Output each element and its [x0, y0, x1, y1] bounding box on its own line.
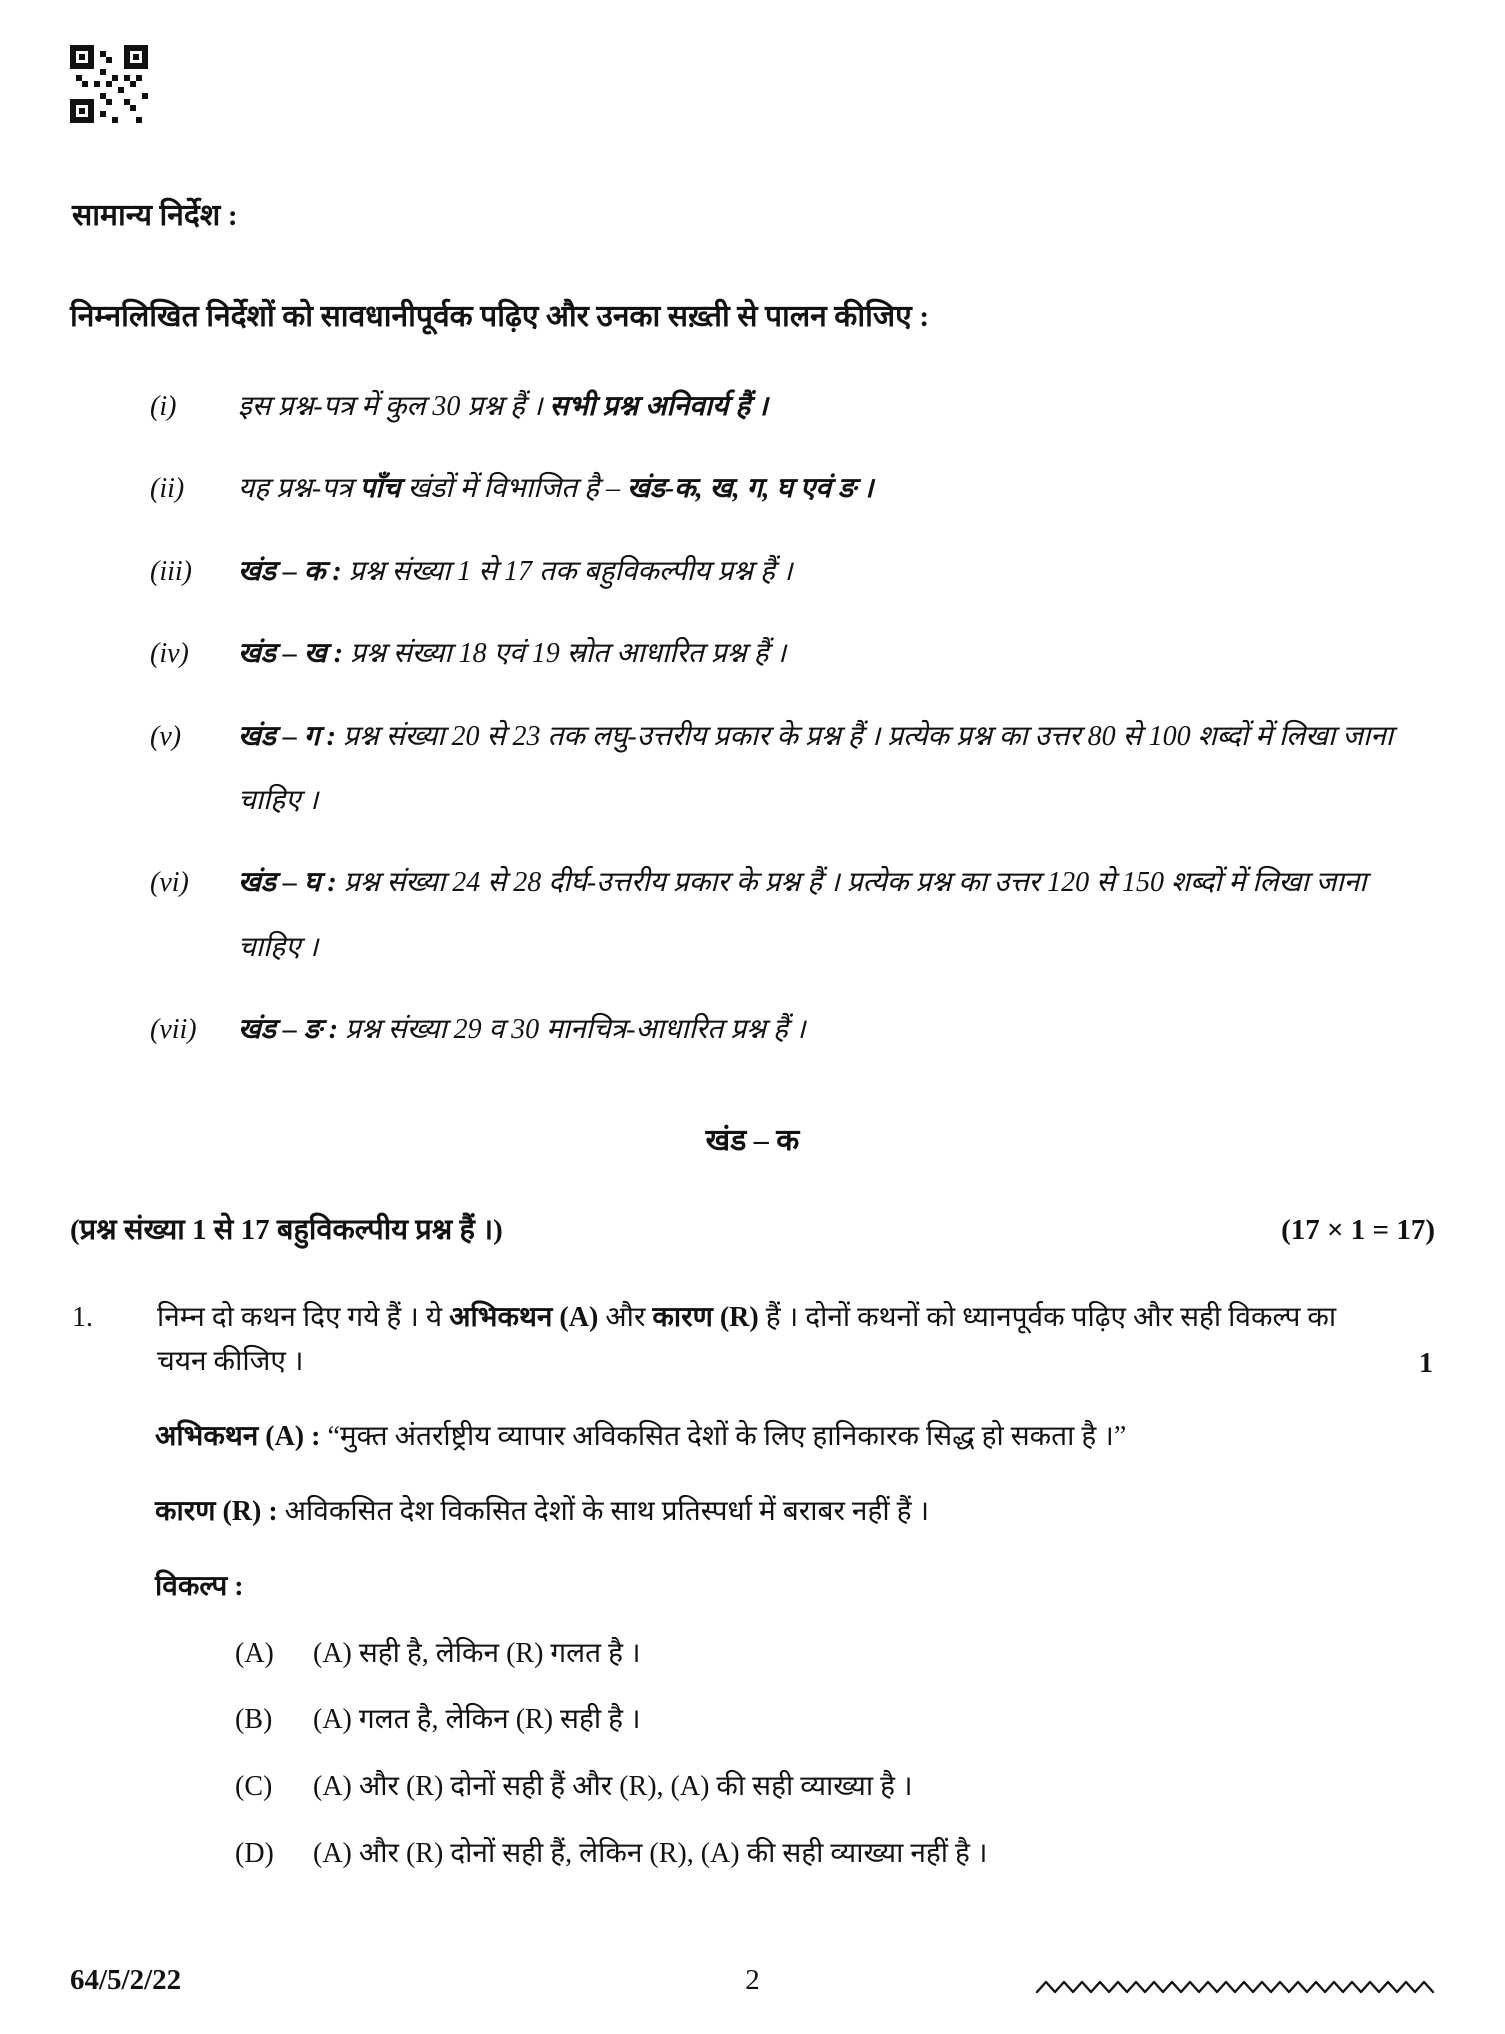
- section-a-subtitle-row: [70, 1209, 1435, 1248]
- instructions-list: [70, 375, 1435, 1063]
- instruction-number: (iv): [150, 638, 189, 670]
- instruction-number: (iii): [150, 555, 192, 587]
- instruction-item-iii: [70, 540, 1435, 604]
- section-a-subtitle: (प्रश्न संख्या 1 से 17 बहुविकल्पीय प्रश्न हैं ।): [70, 1213, 503, 1246]
- option-text: (A) और (R) दोनों सही हैं, लेकिन (R), (A) की सही व्याख्या नहीं है ।: [313, 1837, 988, 1869]
- section-a-marks: (17 × 1 = 17): [1281, 1213, 1435, 1246]
- instruction-number: (v): [150, 720, 182, 752]
- question-text-segment: और: [598, 1301, 653, 1333]
- option-b: [235, 1698, 1435, 1743]
- reason-text: अविकसित देश विकसित देशों के साथ प्रतिस्पर्धा में बराबर नहीं हैं ।: [284, 1495, 930, 1527]
- instruction-text-segment: खंडों में विभाजित है –: [407, 473, 627, 505]
- option-d: [235, 1832, 1435, 1877]
- question-text-segment: निम्न दो कथन दिए गये हैं । ये: [157, 1301, 450, 1333]
- section-a-title: खंड – क: [705, 1123, 800, 1157]
- question-text-segment: हैं । दोनों कथनों को ध्यानपूर्वक पढ़िए और सही विकल्प का चयन कीजिए ।: [157, 1301, 1337, 1378]
- instruction-text-segment: प्रश्न संख्या 20 से 23 तक लघु-उत्तरीय प्रकार के प्रश्न हैं । प्रत्येक प्रश्न का उत्तर 80 से 100 शब्दों में लिखा जाना चाहिए ।: [238, 720, 1394, 816]
- instruction-text: [238, 998, 1428, 1062]
- instruction-item-i: [70, 375, 1435, 439]
- section-label: खंड – घ :: [238, 867, 344, 899]
- instruction-text-segment: इस प्रश्न-पत्र में कुल 30 प्रश्न हैं ।: [238, 391, 550, 422]
- instruction-text: [238, 375, 1428, 439]
- option-text: (A) गलत है, लेकिन (R) सही है ।: [313, 1704, 641, 1736]
- option-c: [235, 1765, 1435, 1810]
- option-a: [235, 1632, 1435, 1677]
- option-text: (A) सही है, लेकिन (R) गलत है ।: [313, 1637, 641, 1669]
- general-instructions-heading: सामान्य निर्देश :: [72, 199, 238, 232]
- section-label: खंड – ङ :: [238, 1014, 346, 1046]
- qr-code: [70, 45, 148, 123]
- instruction-item-ii: [70, 457, 1435, 521]
- instruction-text: [238, 622, 1428, 686]
- section-label: खंड – क :: [238, 555, 349, 587]
- question-text-bold: कारण (R): [652, 1301, 759, 1333]
- option-label: (B): [235, 1704, 273, 1736]
- question-marks: 1: [1419, 1347, 1433, 1379]
- instruction-item-vii: [70, 998, 1435, 1062]
- option-label: (C): [235, 1771, 273, 1803]
- instruction-number: (vii): [150, 1014, 197, 1046]
- instruction-text: [238, 705, 1428, 834]
- question-text: [157, 1296, 1352, 1386]
- instruction-text: [238, 851, 1428, 980]
- reason-label: कारण (R) :: [155, 1495, 285, 1527]
- instruction-text-segment: प्रश्न संख्या 18 एवं 19 स्रोत आधारित प्रश्न हैं ।: [350, 638, 787, 670]
- instruction-text-segment: प्रश्न संख्या 1 से 17 तक बहुविकल्पीय प्रश्न हैं ।: [348, 555, 793, 587]
- option-text: (A) और (R) दोनों सही हैं और (R), (A) की सही व्याख्या है ।: [313, 1771, 913, 1803]
- squiggle-line-icon: [1035, 1972, 1435, 2004]
- assertion-label: अभिकथन (A) :: [155, 1421, 328, 1453]
- reason-line: [155, 1490, 1435, 1535]
- section-label: खंड – ख :: [238, 638, 351, 670]
- instruction-text-segment: प्रश्न संख्या 29 व 30 मानचित्र-आधारित प्रश्न हैं ।: [345, 1014, 806, 1046]
- instruction-text-bold: सभी प्रश्न अनिवार्य हैं ।: [549, 391, 768, 422]
- instruction-item-iv: [70, 622, 1435, 686]
- page-footer: [70, 1964, 1435, 2004]
- instruction-text: [238, 540, 1428, 604]
- section-label: खंड – ग :: [238, 720, 343, 752]
- instruction-number: (i): [150, 391, 177, 422]
- instruction-text: [238, 457, 1428, 521]
- assertion-text: “मुक्त अंतर्राष्ट्रीय व्यापार अविकसित देशों के लिए हानिकारक सिद्ध हो सकता है ।”: [327, 1421, 1127, 1453]
- paper-code: 64/5/2/22: [70, 1964, 182, 1996]
- instructions-intro: निम्नलिखित निर्देशों को सावधानीपूर्वक पढ़िए और उनका सख़्ती से पालन कीजिए :: [70, 300, 930, 333]
- page-number: 2: [745, 1964, 760, 1996]
- option-label: (D): [235, 1837, 274, 1869]
- option-label: (A): [235, 1637, 274, 1669]
- instruction-text-bold: खंड-क, ख, ग, घ एवं ङ ।: [626, 473, 874, 505]
- instruction-text-segment: यह प्रश्न-पत्र: [238, 473, 360, 505]
- options-heading: [155, 1565, 1435, 1610]
- question-1: [70, 1296, 1435, 1386]
- assertion-line: [155, 1415, 1435, 1460]
- instruction-number: (vi): [150, 867, 189, 899]
- instruction-text-segment: प्रश्न संख्या 24 से 28 दीर्घ-उत्तरीय प्रकार के प्रश्न हैं । प्रत्येक प्रश्न का उत्तर 120 से 150 शब्दों में लिखा जाना चाहिए ।: [238, 867, 1367, 963]
- instruction-item-vi: [70, 851, 1435, 980]
- instruction-item-v: [70, 705, 1435, 834]
- instruction-text-bold: पाँच: [359, 473, 408, 505]
- question-text-bold: अभिकथन (A): [449, 1301, 599, 1333]
- instruction-number: (ii): [150, 473, 185, 505]
- question-number: 1.: [72, 1301, 93, 1333]
- options-label: विकल्प :: [155, 1570, 244, 1602]
